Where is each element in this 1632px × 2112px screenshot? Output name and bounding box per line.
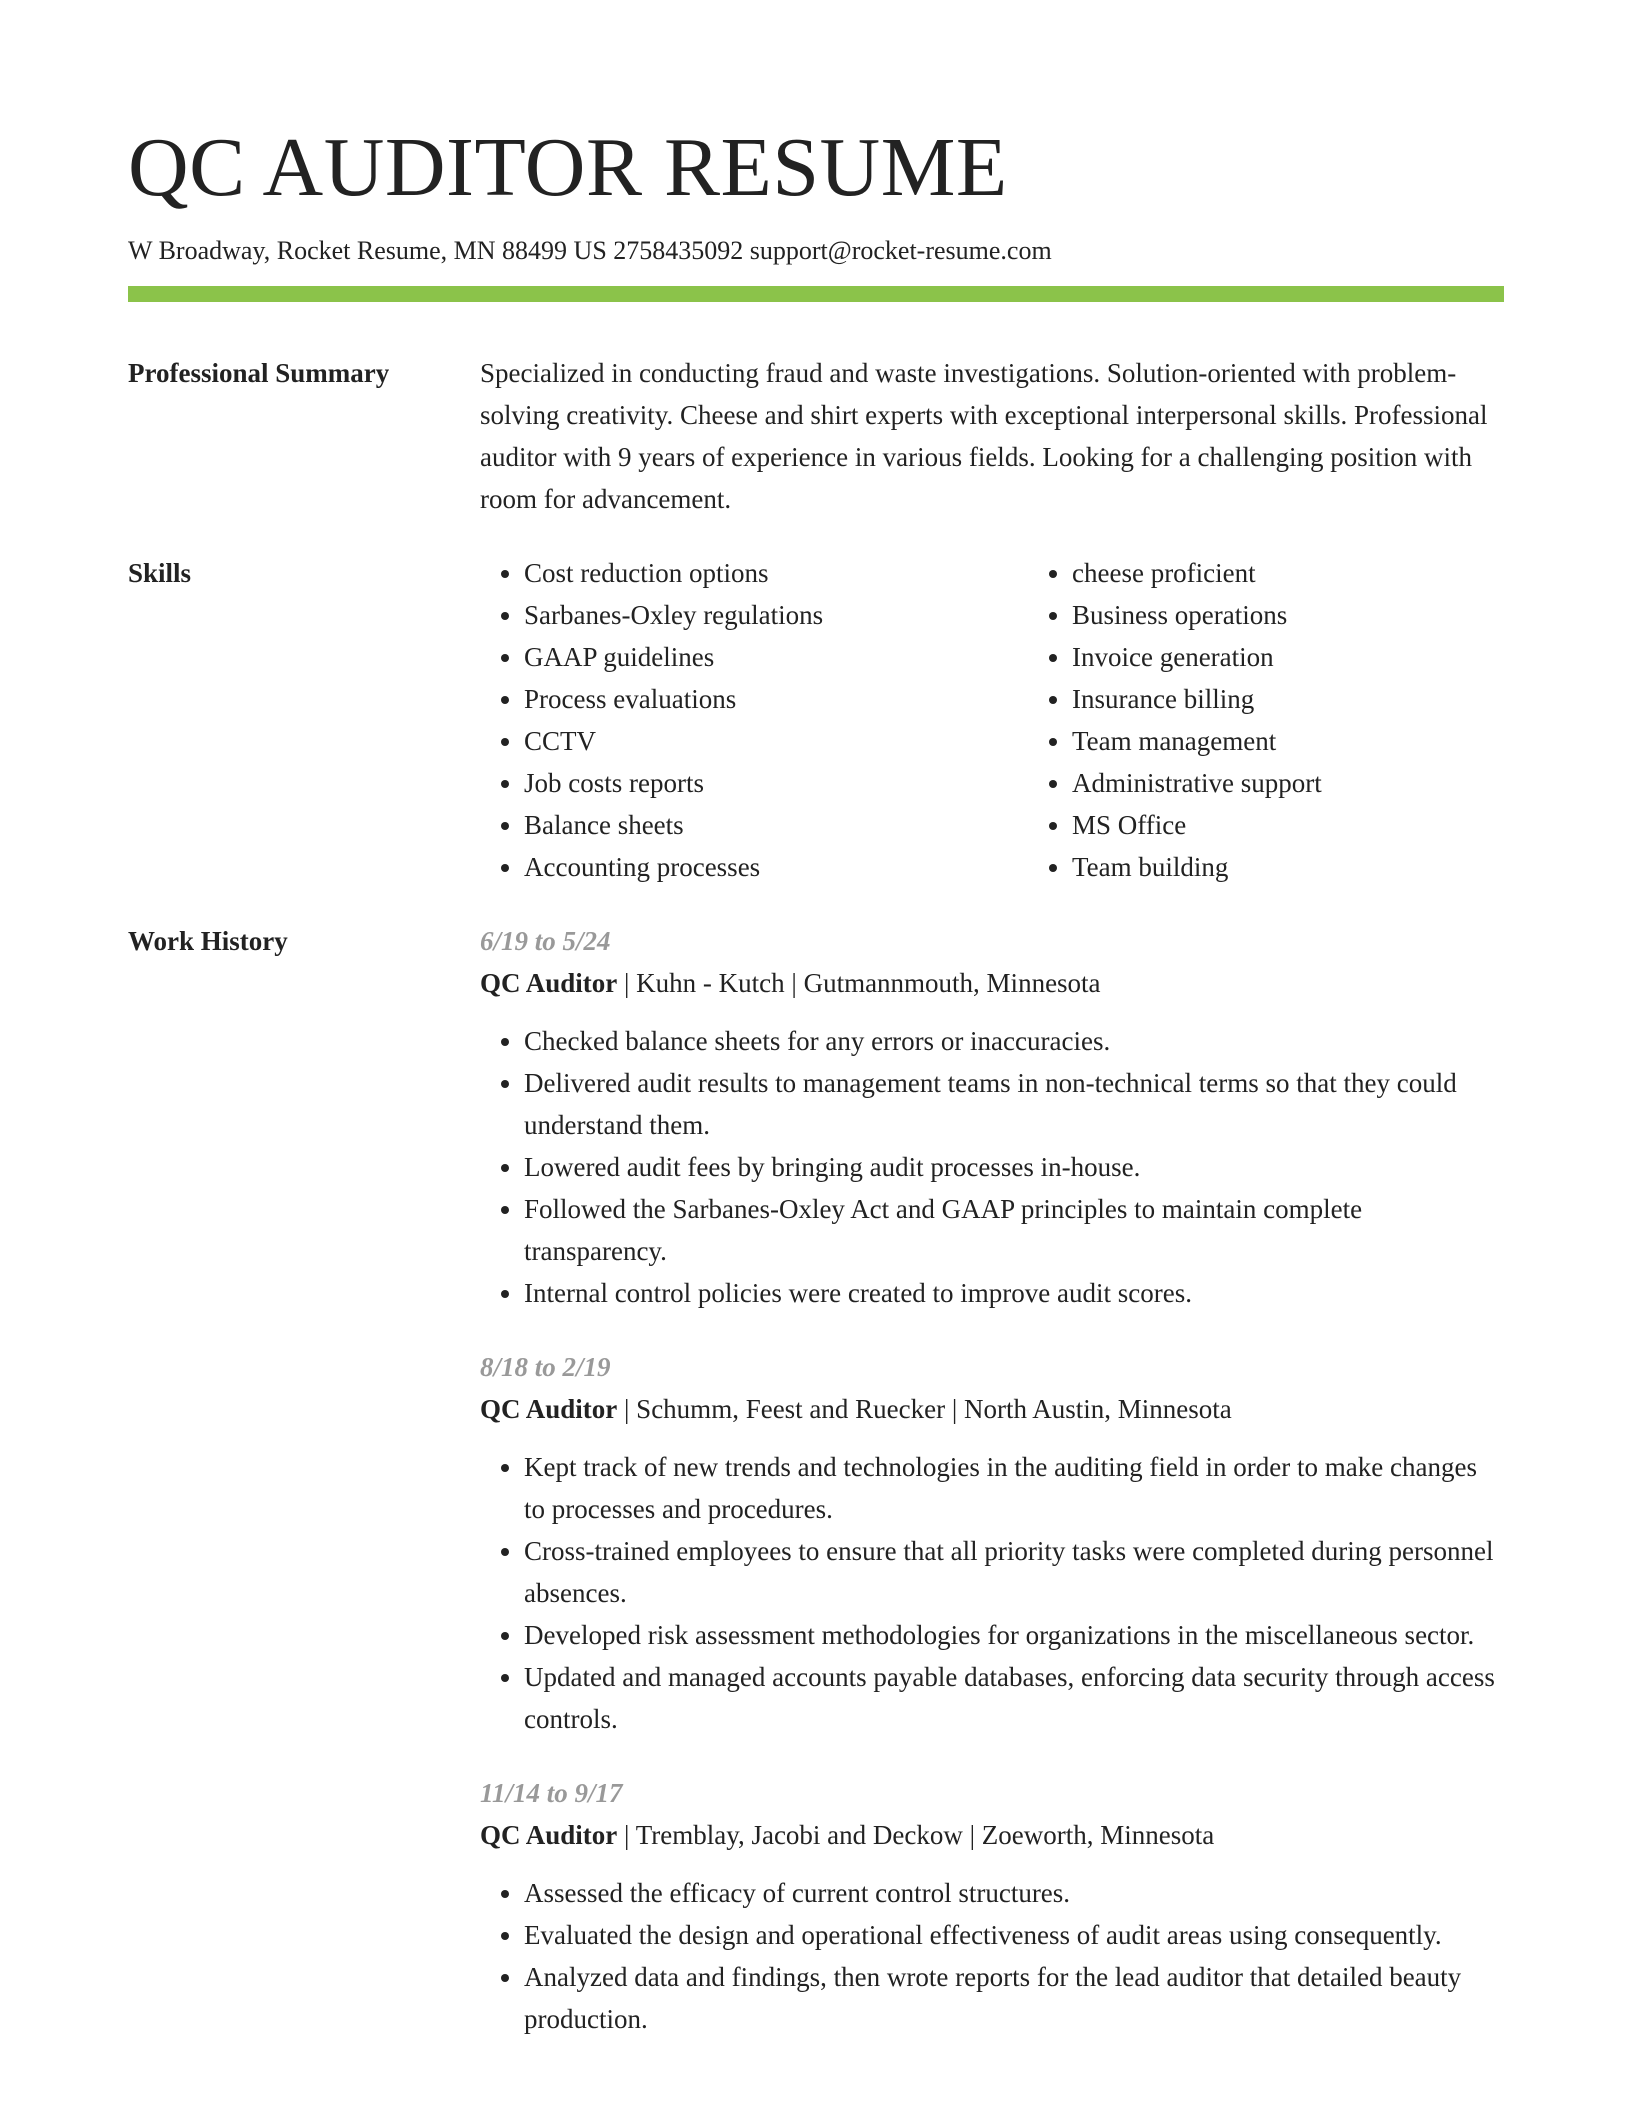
- job-dates: 8/18 to 2/19: [480, 1351, 611, 1382]
- job-bullets: [480, 1446, 1504, 1740]
- job-header: [480, 962, 1504, 1004]
- job-bullets: [480, 1872, 1504, 2040]
- job-dates: 6/19 to 5/24: [480, 925, 611, 956]
- skills-list-left: [480, 552, 1028, 888]
- job-header: [480, 1814, 1504, 1856]
- skill-item: • Balance sheets: [524, 804, 1028, 846]
- job-bullet: • Kept track of new trends and technologies in the auditing field in order to make changes to processes and procedures.: [524, 1446, 1504, 1530]
- summary-text: Specialized in conducting fraud and waste investigations. Solution-oriented with problem-solving creativity. Cheese and shirt experts with exceptional interpersonal skills. Professional auditor with 9 years of experience in various fields. Looking for a challenging position with room for advancement.: [480, 357, 1488, 514]
- skill-item: • Team management: [1072, 720, 1576, 762]
- skills-heading: Skills: [128, 557, 192, 588]
- work-history-heading: Work History: [128, 925, 288, 956]
- skill-item: • cheese proficient: [1072, 552, 1576, 594]
- job-bullet: • Assessed the efficacy of current control structures.: [524, 1872, 1504, 1914]
- resume-title: QC AUDITOR RESUME: [128, 121, 1008, 214]
- job-bullet: • Lowered audit fees by bringing audit processes in-house.: [524, 1146, 1504, 1188]
- skills-section: [128, 552, 1504, 888]
- job-title: QC Auditor: [480, 1819, 618, 1850]
- skill-item: • Business operations: [1072, 594, 1576, 636]
- skill-item: • Process evaluations: [524, 678, 1028, 720]
- header-divider: [128, 286, 1504, 302]
- skill-item: • GAAP guidelines: [524, 636, 1028, 678]
- job-title: QC Auditor: [480, 1393, 618, 1424]
- skill-item: • Accounting processes: [524, 846, 1028, 888]
- skill-item: • Sarbanes-Oxley regulations: [524, 594, 1028, 636]
- job-entry: [480, 1772, 1504, 2040]
- skill-item: • Administrative support: [1072, 762, 1576, 804]
- summary-section: [128, 352, 1504, 520]
- skill-item: • Cost reduction options: [524, 552, 1028, 594]
- job-details: | Kuhn - Kutch | Gutmannmouth, Minnesota: [617, 967, 1101, 998]
- job-bullets: [480, 1020, 1504, 1314]
- skill-item: • MS Office: [1072, 804, 1576, 846]
- skill-item: • Job costs reports: [524, 762, 1028, 804]
- job-bullet: • Evaluated the design and operational effectiveness of audit areas using consequently.: [524, 1914, 1504, 1956]
- job-bullet: • Followed the Sarbanes-Oxley Act and GAAP principles to maintain complete transparency.: [524, 1188, 1504, 1272]
- job-entry: [480, 1346, 1504, 1740]
- skill-item: • Team building: [1072, 846, 1576, 888]
- job-bullet: • Analyzed data and findings, then wrote reports for the lead auditor that detailed beauty production.: [524, 1956, 1504, 2040]
- resume-page: [128, 118, 1504, 2072]
- summary-heading: Professional Summary: [128, 357, 390, 388]
- job-bullet: • Updated and managed accounts payable databases, enforcing data security through access controls.: [524, 1656, 1504, 1740]
- job-bullet: • Cross-trained employees to ensure that all priority tasks were completed during personnel absences.: [524, 1530, 1504, 1614]
- job-bullet: • Delivered audit results to management teams in non-technical terms so that they could understand them.: [524, 1062, 1504, 1146]
- skill-item: • CCTV: [524, 720, 1028, 762]
- work-history-section: [128, 920, 1504, 2072]
- job-details: | Tremblay, Jacobi and Deckow | Zoeworth, Minnesota: [617, 1819, 1215, 1850]
- contact-line: W Broadway, Rocket Resume, MN 88499 US 2758435092 support@rocket-resume.com: [128, 236, 1052, 265]
- skills-list-right: [1028, 552, 1576, 888]
- job-bullet: • Developed risk assessment methodologies for organizations in the miscellaneous sector.: [524, 1614, 1504, 1656]
- job-bullet: • Internal control policies were created to improve audit scores.: [524, 1272, 1504, 1314]
- job-header: [480, 1388, 1504, 1430]
- job-dates: 11/14 to 9/17: [480, 1777, 623, 1808]
- job-details: | Schumm, Feest and Ruecker | North Austin, Minnesota: [617, 1393, 1232, 1424]
- job-entry: [480, 920, 1504, 1314]
- job-title: QC Auditor: [480, 967, 618, 998]
- job-bullet: • Checked balance sheets for any errors or inaccuracies.: [524, 1020, 1504, 1062]
- skill-item: • Insurance billing: [1072, 678, 1576, 720]
- skill-item: • Invoice generation: [1072, 636, 1576, 678]
